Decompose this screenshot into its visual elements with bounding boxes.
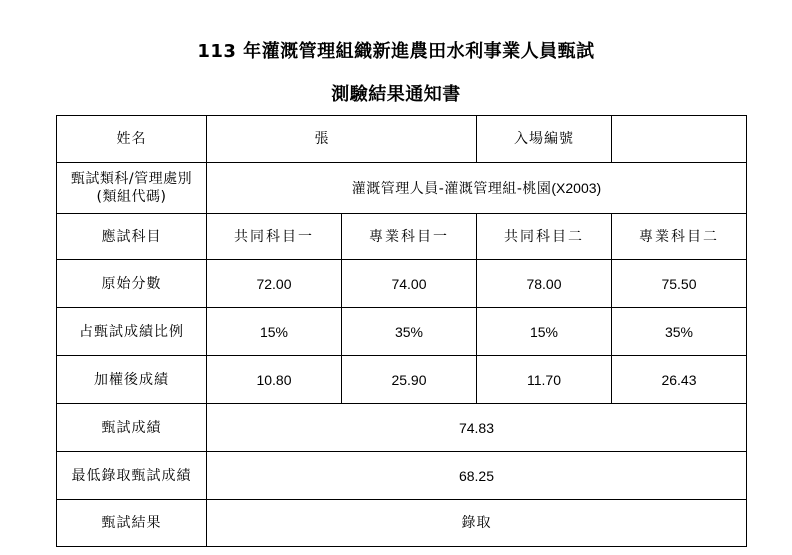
page-subtitle: 測驗結果通知書 [331, 84, 461, 105]
table-row-subjects [57, 214, 747, 260]
category-value-cell [207, 163, 747, 214]
ratio-1: 15% [207, 308, 342, 356]
table-row-ratios [57, 308, 747, 356]
table-row-total [57, 404, 747, 452]
result-table [56, 115, 747, 547]
name-value: 張 [314, 131, 329, 147]
weighted-score-3: 11.70 [477, 356, 612, 404]
category-label-line2: (類組代碼) [96, 189, 167, 205]
subject-4: 專業科目二 [612, 214, 747, 260]
table-row-min-score [57, 452, 747, 500]
subject-1: 共同科目一 [207, 214, 342, 260]
ratio-2: 35% [342, 308, 477, 356]
admission-value [612, 116, 747, 163]
result-value: 錄取 [207, 500, 747, 547]
table-row-raw-scores [57, 260, 747, 308]
table-row-category [57, 163, 747, 214]
subjects-label: 應試科目 [57, 214, 207, 260]
category-code: (X2003) [551, 179, 602, 196]
result-label: 甄試結果 [57, 500, 207, 547]
weighted-score-2: 25.90 [342, 356, 477, 404]
name-value-cell [207, 116, 477, 163]
raw-score-label: 原始分數 [57, 260, 207, 308]
ratio-label: 占甄試成績比例 [57, 308, 207, 356]
category-value: 灌溉管理人員-灌溉管理組-桃園 [351, 180, 552, 197]
ratio-4: 35% [612, 308, 747, 356]
total-value: 74.83 [207, 404, 747, 452]
min-score-label: 最低錄取甄試成績 [57, 452, 207, 500]
name-redaction [329, 132, 369, 146]
subject-2: 專業科目一 [342, 214, 477, 260]
category-label-line1: 甄試類科/管理處別 [70, 171, 193, 187]
name-label: 姓名 [57, 116, 207, 163]
raw-score-2: 74.00 [342, 260, 477, 308]
category-label [57, 163, 207, 214]
ratio-3: 15% [477, 308, 612, 356]
weighted-score-4: 26.43 [612, 356, 747, 404]
min-score-value: 68.25 [207, 452, 747, 500]
raw-score-4: 75.50 [612, 260, 747, 308]
subject-3: 共同科目二 [477, 214, 612, 260]
total-label: 甄試成績 [57, 404, 207, 452]
table-row-name [57, 116, 747, 163]
raw-score-1: 72.00 [207, 260, 342, 308]
admission-label: 入場編號 [477, 116, 612, 163]
weighted-label: 加權後成績 [57, 356, 207, 404]
raw-score-3: 78.00 [477, 260, 612, 308]
table-row-weighted [57, 356, 747, 404]
page-title: 113 年灌溉管理組織新進農田水利事業人員甄試 [197, 41, 595, 62]
weighted-score-1: 10.80 [207, 356, 342, 404]
table-row-result [57, 500, 747, 547]
